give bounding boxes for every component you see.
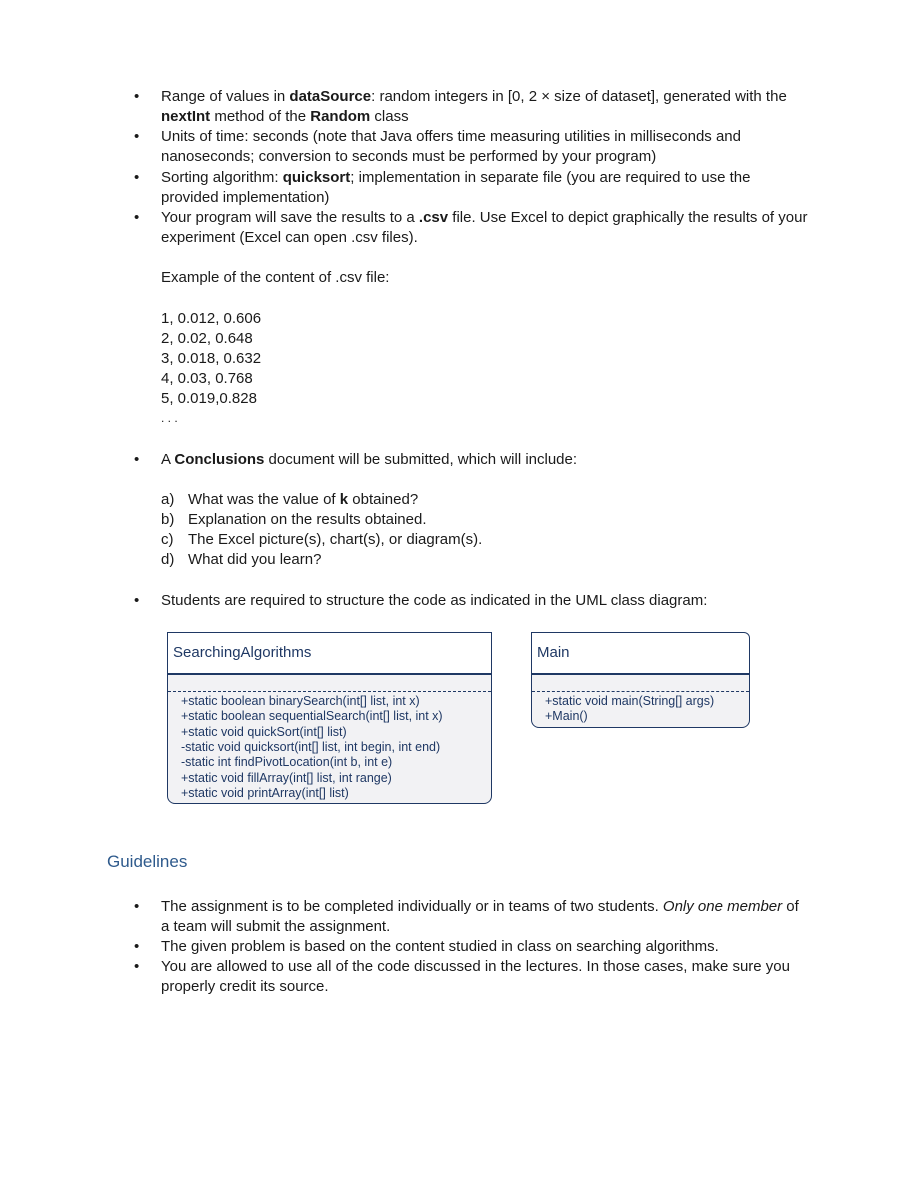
csv-line: 5, 0.019,0.828: [161, 390, 257, 407]
bullet-marker: •: [134, 592, 140, 609]
uml-members-searching-algorithms: [167, 674, 492, 804]
guideline-item: The assignment is to be completed individually or in teams of two students. Only one member of a team will submit the assignment.: [161, 898, 799, 935]
bullet-marker: •: [134, 958, 140, 975]
guideline-item: The given problem is based on the content studied in class on searching algorithms.: [161, 938, 719, 955]
bullet-marker: •: [134, 451, 140, 468]
conclusion-item: c) The Excel picture(s), chart(s), or diagram(s).: [161, 531, 483, 548]
bullet-uml-intro: Students are required to structure the code as indicated in the UML class diagram:: [161, 592, 708, 609]
uml-divider: [532, 691, 749, 692]
uml-divider: [168, 691, 491, 692]
csv-ellipsis: . . .: [161, 411, 178, 425]
bullet-units-of-time: Units of time: seconds (note that Java offers time measuring utilities in milliseconds and nanoseconds; conversion to seconds must be performed by your program): [161, 128, 741, 165]
csv-line: 4, 0.03, 0.768: [161, 370, 253, 387]
guidelines-heading: Guidelines: [107, 852, 188, 871]
conclusion-item: d) What did you learn?: [161, 551, 322, 568]
uml-class-main: [531, 632, 750, 674]
csv-intro: Example of the content of .csv file:: [161, 269, 390, 286]
uml-member: +static void main(String[] args): [545, 694, 715, 708]
uml-member: +Main(): [545, 709, 588, 723]
uml-member: +static void quickSort(int[] list): [181, 725, 347, 739]
uml-member: +static boolean sequentialSearch(int[] list, int x): [181, 709, 443, 723]
bullet-marker: •: [134, 938, 140, 955]
bullet-csv-output: Your program will save the results to a .csv file. Use Excel to depict graphically the results of your experiment (Excel can open .csv files).: [161, 209, 808, 246]
csv-line: 2, 0.02, 0.648: [161, 330, 253, 347]
uml-member: +static void fillArray(int[] list, int range): [181, 771, 392, 785]
bullet-range-of-values: Range of values in dataSource: random integers in [0, 2 × size of dataset], generated with the nextInt method of the Random class: [161, 88, 787, 125]
conclusion-item: b) Explanation on the results obtained.: [161, 511, 427, 528]
conclusion-item: a) What was the value of k obtained?: [161, 491, 419, 508]
bullet-marker: •: [134, 898, 140, 915]
uml-class-title: Main: [537, 644, 570, 661]
bullet-marker: •: [134, 169, 140, 186]
bullet-conclusions: A Conclusions document will be submitted, which will include:: [161, 451, 578, 468]
csv-line: 1, 0.012, 0.606: [161, 310, 262, 327]
uml-member: -static void quicksort(int[] list, int begin, int end): [181, 740, 441, 754]
bullet-marker: •: [134, 209, 140, 226]
uml-class-searching-algorithms: [167, 632, 492, 674]
uml-class-title: SearchingAlgorithms: [173, 644, 312, 661]
uml-members-main: [531, 674, 750, 728]
bullet-sorting-algorithm: Sorting algorithm: quicksort; implementation in separate file (you are required to use the provided implementation): [161, 169, 751, 206]
bullet-marker: •: [134, 88, 140, 105]
guideline-item: You are allowed to use all of the code discussed in the lectures. In those cases, make sure you properly credit its source.: [161, 958, 790, 995]
uml-member: -static int findPivotLocation(int b, int e): [181, 755, 393, 769]
uml-member: +static boolean binarySearch(int[] list, int x): [181, 694, 420, 708]
uml-member: +static void printArray(int[] list): [181, 786, 349, 800]
bullet-marker: •: [134, 128, 140, 145]
csv-line: 3, 0.018, 0.632: [161, 350, 262, 367]
